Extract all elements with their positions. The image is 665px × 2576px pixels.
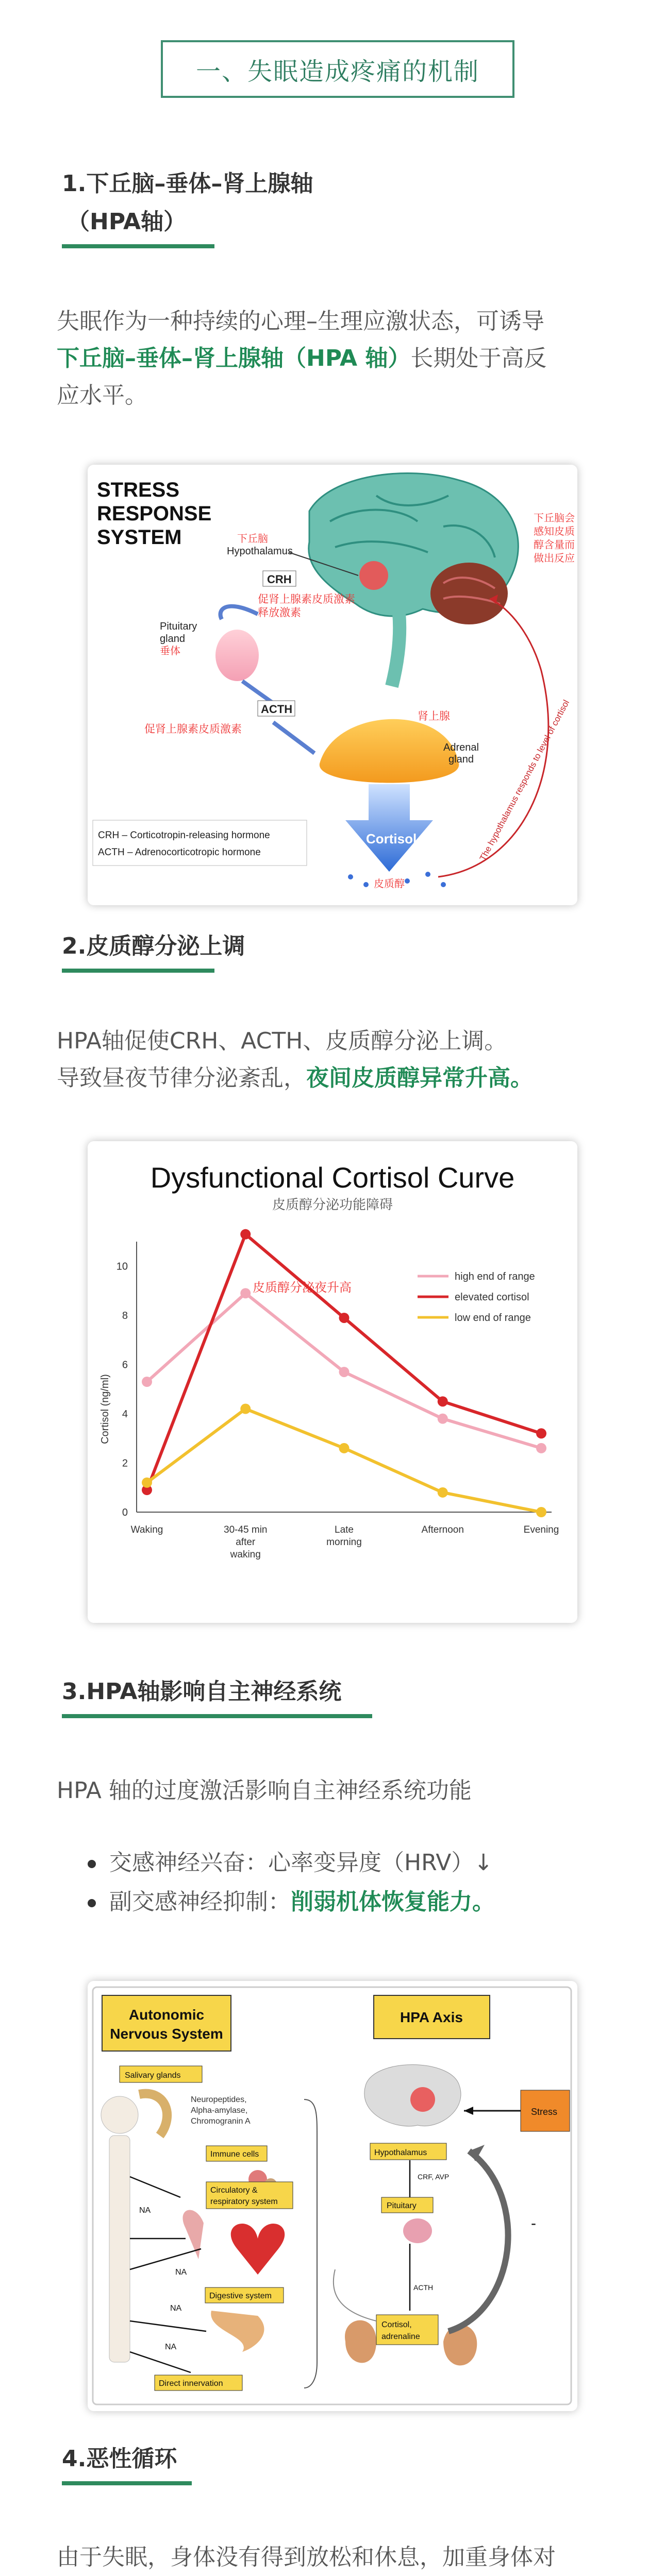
svg-text:醇含量而: 醇含量而 — [534, 539, 575, 551]
section-2-underline — [62, 969, 214, 973]
page-title: 一、失眠造成疼痛的机制 — [161, 40, 514, 98]
x-tick-label: Late — [335, 1524, 354, 1535]
y-tick-label: 6 — [122, 1359, 128, 1371]
section-4-underline — [62, 2481, 192, 2485]
svg-text:NA: NA — [139, 2206, 151, 2215]
legend-crh: CRH – Corticotropin-releasing hormone — [98, 830, 270, 841]
svg-text:Adrenal: Adrenal — [443, 742, 479, 753]
svg-text:Autonomic: Autonomic — [128, 2007, 205, 2023]
svg-text:adrenaline: adrenaline — [381, 2332, 420, 2341]
chart-ylabel: Cortisol (ng/ml) — [99, 1374, 111, 1444]
x-tick-label: Afternoon — [421, 1524, 464, 1535]
svg-text:感知皮质: 感知皮质 — [534, 526, 575, 537]
fig-title-line1: STRESS — [97, 479, 180, 501]
legend-label: high end of range — [455, 1271, 535, 1282]
data-point — [339, 1443, 350, 1453]
data-point — [438, 1414, 448, 1424]
svg-text:CRF, AVP: CRF, AVP — [418, 2173, 450, 2181]
svg-text:做出反应: 做出反应 — [534, 553, 575, 564]
x-tick-label: waking — [230, 1549, 261, 1560]
paragraph-2: HPA轴促使CRH、ACTH、皮质醇分泌上调。 导致昼夜节律分泌紊乱，夜间皮质醇异常升高。 — [57, 1028, 533, 1091]
cortisol-chart — [88, 1141, 577, 1623]
brain-illustration — [309, 473, 519, 687]
x-tick-label: Evening — [523, 1524, 559, 1535]
fig-title-line2: RESPONSE — [97, 502, 212, 525]
section-2-heading: 2.皮质醇分泌上调 — [62, 933, 245, 959]
svg-text:Cortisol,: Cortisol, — [381, 2320, 412, 2329]
svg-text:肾上腺: 肾上腺 — [418, 710, 450, 722]
svg-text:NA: NA — [170, 2304, 182, 2313]
paragraph-1: 失眠作为一种持续的心理–生理应激状态，可诱导 下丘脑–垂体–肾上腺轴（HPA 轴）长期处于高反 应水平。 — [57, 308, 547, 409]
ans-hpa-figure — [88, 1981, 577, 2411]
data-point — [240, 1229, 251, 1240]
section-3-underline — [62, 1714, 372, 1718]
svg-text:Chromogranin A: Chromogranin A — [191, 2117, 251, 2126]
svg-text:下丘脑: 下丘脑 — [237, 533, 268, 545]
svg-text:促肾上腺素皮质激素: 促肾上腺素皮质激素 — [258, 594, 355, 605]
x-tick-label: Waking — [130, 1524, 163, 1535]
svg-text:Pituitary: Pituitary — [387, 2201, 417, 2210]
svg-text:Hypothalamus: Hypothalamus — [227, 546, 293, 557]
svg-text:Stress: Stress — [531, 2107, 558, 2117]
section-3-heading: 3.HPA轴影响自主神经系统 — [62, 1679, 342, 1705]
data-point — [339, 1313, 350, 1323]
svg-text:Alpha-amylase,: Alpha-amylase, — [191, 2106, 248, 2115]
chart-subtitle: 皮质醇分泌功能障碍 — [272, 1197, 393, 1212]
cortisol-arrow — [345, 784, 433, 872]
data-point — [536, 1443, 546, 1453]
svg-text:ACTH: ACTH — [261, 703, 293, 716]
x-tick-label: 30-45 min — [224, 1524, 268, 1535]
section-1-heading: 1.下丘脑–垂体–肾上腺轴 （HPA轴） — [62, 171, 313, 235]
chart-title: Dysfunctional Cortisol Curve — [150, 1161, 515, 1194]
svg-text:NA: NA — [175, 2268, 187, 2277]
paragraph-4: 由于失眠，身体没有得到放松和休息，加重身体对 — [57, 2544, 556, 2570]
svg-text:HPA Axis: HPA Axis — [400, 2009, 463, 2025]
data-point — [339, 1367, 350, 1377]
svg-text:下丘脑会: 下丘脑会 — [534, 513, 575, 524]
legend-label: low end of range — [455, 1312, 531, 1324]
data-point — [240, 1288, 251, 1298]
data-point — [438, 1487, 448, 1498]
y-tick-label: 8 — [122, 1310, 128, 1322]
x-tick-label: morning — [326, 1537, 362, 1548]
svg-text:The hypothalamus responds to l: The hypothalamus responds to level of cortisol — [477, 698, 572, 862]
svg-text:CRH: CRH — [267, 573, 292, 586]
data-point — [536, 1428, 546, 1438]
svg-text:Direct innervation: Direct innervation — [159, 2379, 223, 2388]
svg-text:respiratory system: respiratory system — [210, 2197, 278, 2206]
pituitary-gland — [215, 630, 259, 681]
y-tick-label: 10 — [116, 1261, 128, 1273]
svg-text:释放激素: 释放激素 — [258, 607, 301, 619]
svg-text:垂体: 垂体 — [160, 646, 180, 657]
stress-response-figure — [88, 465, 577, 905]
svg-text:Cortisol: Cortisol — [366, 831, 417, 846]
svg-text:gland: gland — [448, 754, 474, 765]
data-point — [536, 1507, 546, 1517]
chart-annotation: 皮质醇分泌夜升高 — [253, 1281, 352, 1295]
svg-text:Salivary glands: Salivary glands — [125, 2071, 181, 2080]
data-point — [142, 1377, 152, 1387]
svg-text:Digestive system: Digestive system — [209, 2292, 272, 2300]
data-point — [142, 1478, 152, 1488]
data-point — [240, 1404, 251, 1414]
paragraph-3: HPA 轴的过度激活影响自主神经系统功能 — [57, 1777, 472, 1804]
svg-text:NA: NA — [165, 2343, 177, 2351]
heart-illustration — [231, 2224, 285, 2275]
svg-text:gland: gland — [160, 633, 185, 645]
svg-text:Pituitary: Pituitary — [160, 621, 197, 632]
svg-text:Neuropeptides,: Neuropeptides, — [191, 2095, 247, 2104]
y-tick-label: 2 — [122, 1458, 128, 1469]
svg-text:促肾上腺素皮质激素: 促肾上腺素皮质激素 — [144, 723, 242, 735]
y-tick-label: 0 — [122, 1507, 128, 1518]
bullet-1: 交感神经兴奋：心率变异度（HRV）↓ — [88, 1844, 493, 1882]
svg-text:Immune cells: Immune cells — [210, 2150, 259, 2159]
adrenal-gland — [320, 719, 459, 783]
legend-label: elevated cortisol — [455, 1292, 529, 1303]
fig-title-line3: SYSTEM — [97, 526, 182, 549]
x-tick-label: after — [236, 1537, 256, 1548]
svg-text:皮质醇: 皮质醇 — [374, 878, 405, 890]
cortisol-chart-card — [88, 1141, 577, 1623]
section-4-heading: 4.恶性循环 — [62, 2446, 177, 2472]
series-line — [147, 1409, 541, 1512]
legend-acth: ACTH – Adrenocorticotropic hormone — [98, 847, 261, 858]
svg-text:Nervous System: Nervous System — [110, 2026, 223, 2042]
svg-text:-: - — [531, 2215, 536, 2232]
bullet-2: 副交感神经抑制：削弱机体恢复能力。 — [88, 1884, 495, 1921]
svg-text:Hypothalamus: Hypothalamus — [374, 2148, 427, 2157]
svg-text:Circulatory &: Circulatory & — [210, 2186, 258, 2195]
svg-text:ACTH: ACTH — [413, 2283, 434, 2292]
data-point — [438, 1396, 448, 1406]
y-tick-label: 4 — [122, 1409, 128, 1420]
section-1-underline — [62, 244, 214, 248]
